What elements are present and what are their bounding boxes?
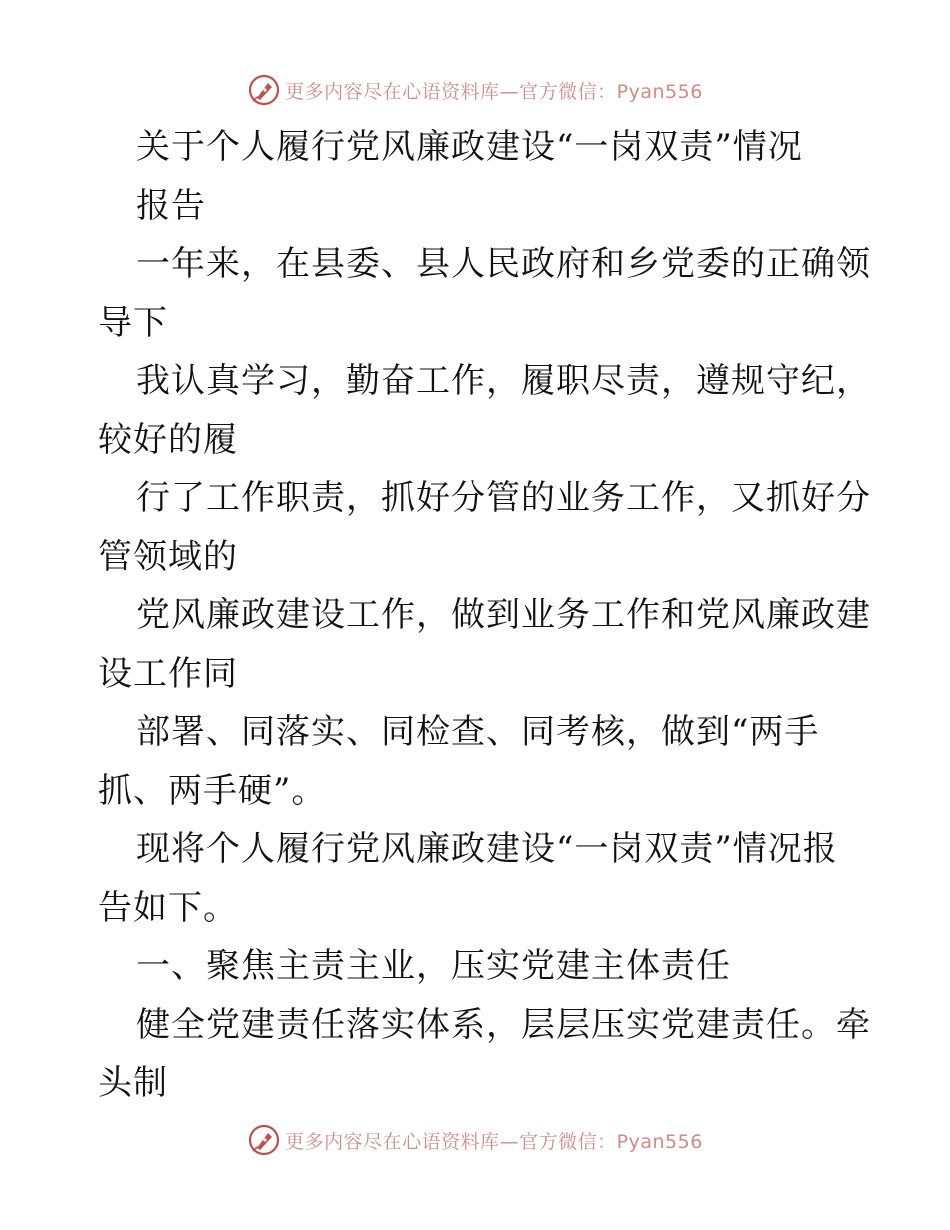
- text-line: 行了工作职责，抓好分管的业务工作，又抓好分: [136, 478, 871, 518]
- text-line: 党风廉政建设工作，做到业务工作和党风廉政建: [136, 595, 871, 635]
- document-body: [98, 118, 871, 1113]
- text-line: 关于个人履行党风廉政建设“一岗双责”情况: [136, 127, 803, 167]
- text-line: 现将个人履行党风廉政建设“一岗双责”情况报: [136, 829, 838, 869]
- text-line: 一、聚焦主责主业，压实党建主体责任: [136, 946, 731, 986]
- text-line: 头制: [98, 1063, 168, 1103]
- text-line: 报告: [136, 185, 206, 226]
- footer-watermark: [0, 1120, 950, 1160]
- text-line: 告如下。: [98, 887, 238, 928]
- watermark-text: 更多内容尽在心语资料库—官方微信：Pyan556: [285, 80, 703, 103]
- text-line: 部署、同落实、同检查、同考核，做到“两手: [136, 712, 820, 752]
- text-line: 导下: [98, 302, 168, 343]
- text-line: 抓、两手硬”。: [98, 770, 327, 811]
- text-line: 健全党建责任落实体系，层层压实党建责任。牵: [136, 1004, 871, 1045]
- text-line: 较好的履: [98, 419, 238, 460]
- text-line: 管领域的: [98, 536, 238, 577]
- text-line: 一年来，在县委、县人民政府和乡党委的正确领: [136, 244, 871, 284]
- text-line: 我认真学习，勤奋工作，履职尽责，遵规守纪，: [136, 361, 871, 401]
- text-line: 设工作同: [98, 653, 238, 694]
- watermark-text: 更多内容尽在心语资料库—官方微信：Pyan556: [285, 1130, 703, 1153]
- pen-nib-circle-icon: [247, 1123, 281, 1157]
- header-watermark: [0, 70, 950, 110]
- pen-nib-circle-icon: [247, 73, 281, 107]
